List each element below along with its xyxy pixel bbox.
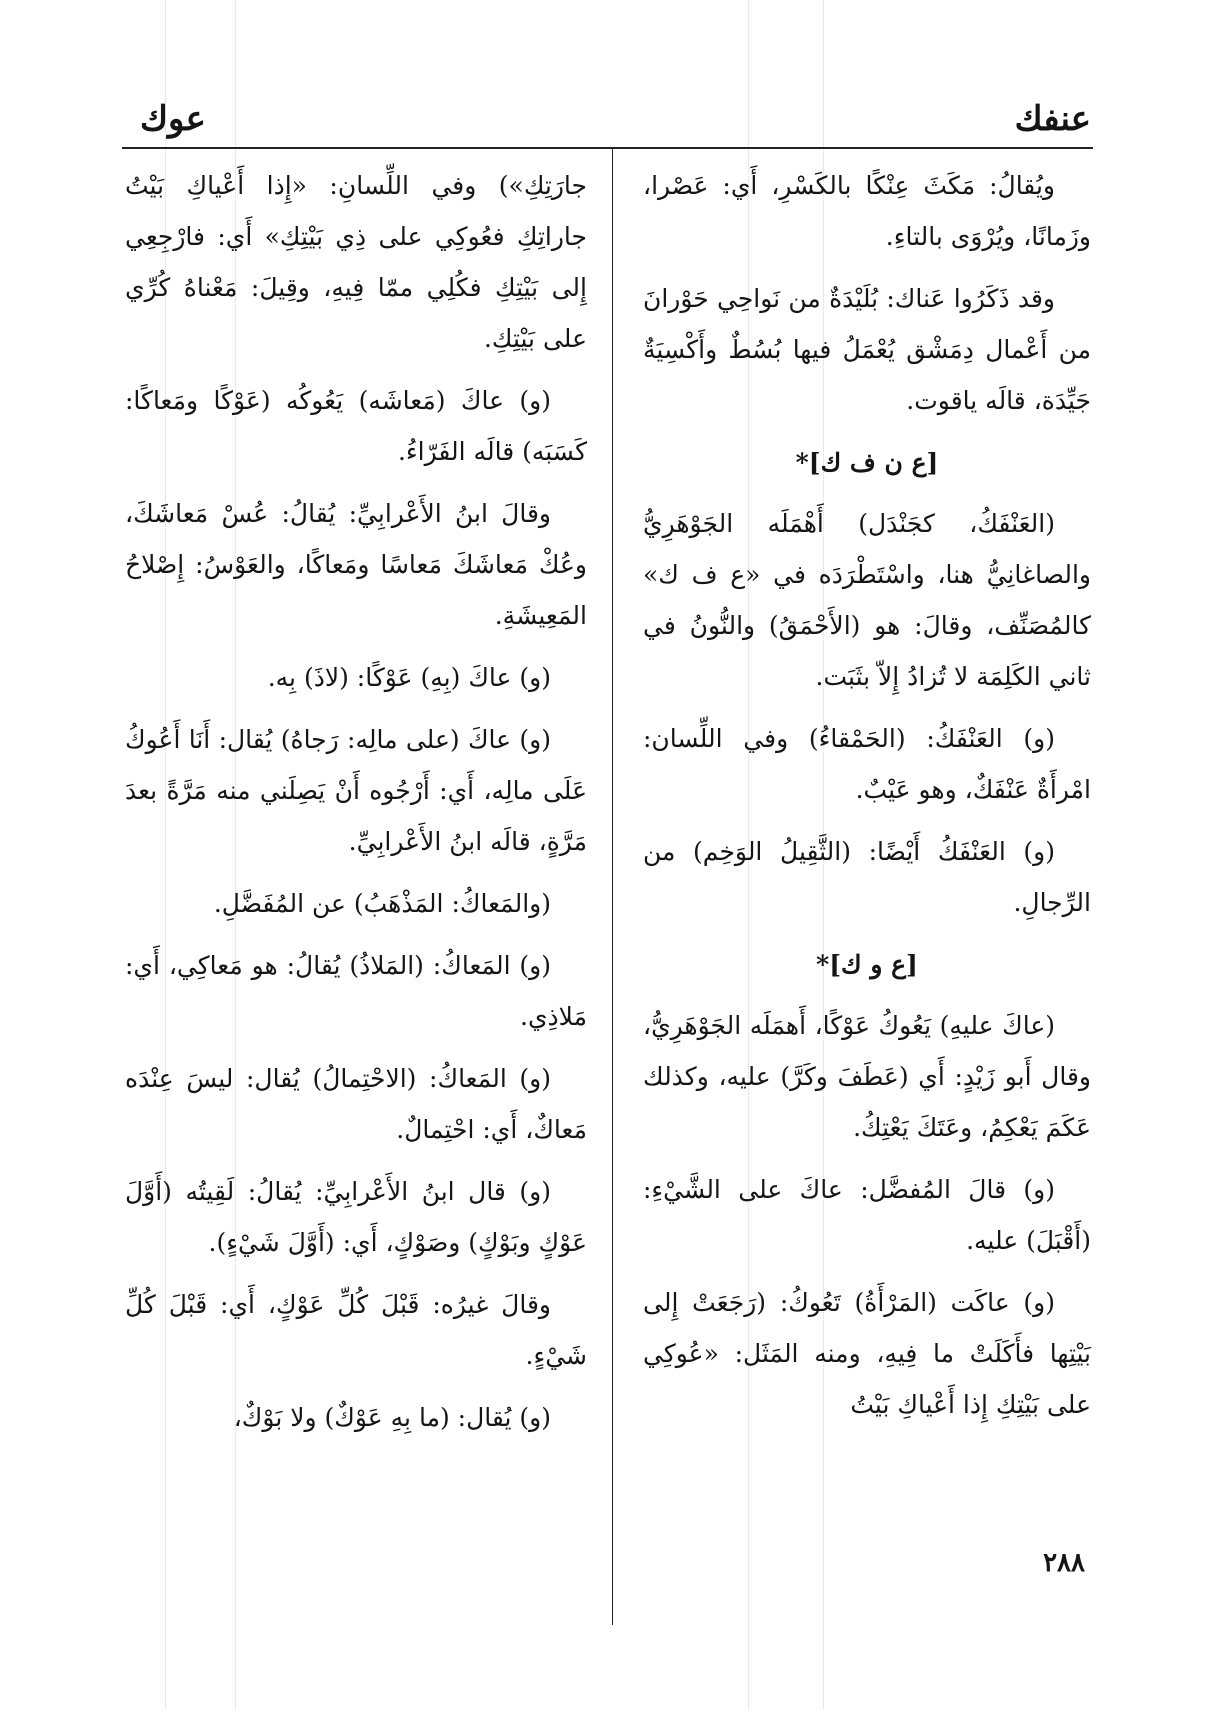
entry-paragraph: (و) عاكَ (بِهِ) عَوْكًا: (لاذَ) بِه. xyxy=(267,663,551,692)
entry-heading: [ع و ك]* xyxy=(816,950,918,979)
entry-paragraph: وقالَ ابنُ الأَعْرابِيِّ: يُقالُ: عُسْ مَعاشَكَ، وعُكْ مَعاشَكَ مَعاسًا ومَعاكًا، والعَوْسُ: إِصْلاحُ المَعِيشَةِ. xyxy=(125,499,587,630)
entry-paragraph: جارَتِكِ») وفي اللِّسانِ: «إِذا أَعْياكِ بَيْتُ جاراتِكِ فعُوكِي على ذِي بَيْتِكِ» أَي: فارْجِعِي إِلى بَيْتِكِ فكُلِي ممّا فِيهِ، وقِيلَ: مَعْناهُ كُرِّي على بَيْتِكِ. xyxy=(125,171,587,353)
header-rule xyxy=(122,147,1093,149)
right-column xyxy=(643,160,1091,1569)
entry-paragraph: (و) عاكَت (المَرْأَةُ) تَعُوكُ: (رَجَعَتْ إِلى بَيْتِها فأَكَلَتْ ما فِيهِ، ومنه المَثَل: «عُوكِي على بَيْتِكِ إِذا أَعْياكِ بَيْتُ xyxy=(643,1288,1091,1419)
entry-paragraph: (و) عاكَ (مَعاشَه) يَعُوكُه (عَوْكًا ومَعاكًا: كَسَبَه) قالَه الفَرّاءُ. xyxy=(125,386,587,466)
entry-paragraph: (والمَعاكُ: المَذْهَبُ) عن المُفَضَّلِ. xyxy=(213,889,551,918)
page-number: ٢٨٨ xyxy=(1043,1548,1085,1578)
column-divider xyxy=(612,148,613,1625)
entry-paragraph: (و) قالَ المُفضَّل: عاكَ على الشَّيْءِ: (أَقْبَلَ) عليه. xyxy=(643,1175,1091,1255)
entry-paragraph: ويُقالُ: مَكَثَ عِنْكًا بالكَسْرِ، أَي: عَصْرا، وزَمانًا، ويُرْوَى بالتاءِ. xyxy=(643,171,1091,251)
entry-paragraph: (و) المَعاكُ: (الاحْتِمالُ) يُقال: ليسَ عِنْدَه مَعاكٌ، أَي: احْتِمالٌ. xyxy=(125,1064,587,1144)
entry-paragraph: (و) قال ابنُ الأَعْرابِيِّ: يُقالُ: لَقِيتُه (أَوَّلَ عَوْكٍ وبَوْكٍ) وصَوْكٍ، أَي: (أَوَّلَ شَيْءٍ). xyxy=(125,1177,587,1257)
running-head-right: عنفك xyxy=(1014,99,1091,139)
entry-heading: [ع ن ف ك]* xyxy=(795,448,939,477)
entry-paragraph: (و) يُقال: (ما بِهِ عَوْكٌ) ولا بَوْكٌ، xyxy=(233,1403,551,1432)
entry-paragraph: (و) العَنْفَكُ: (الحَمْقاءُ) وفي اللِّسان: امْرأَةٌ عَنْفَكٌ، وهو عَيْبٌ. xyxy=(643,724,1091,804)
entry-paragraph: وقد ذَكَرُوا عَناك: بُلَيْدَةٌ من نَواحِي حَوْرانَ من أَعْمال دِمَشْق يُعْمَلُ فيها بُسُطٌ وأَكْسِيَةٌ جَيِّدَة، قالَه ياقوت. xyxy=(643,284,1091,415)
entry-paragraph: وقالَ غيرُه: قَبْلَ كُلِّ عَوْكٍ، أَي: قَبْلَ كُلِّ شَيْءٍ. xyxy=(125,1290,587,1370)
left-column xyxy=(125,160,587,1569)
entry-paragraph: (العَنْفَكُ، كجَنْدَل) أَهْمَلَه الجَوْهَرِيُّ والصاغانِيُّ هنا، واسْتَطْرَدَه في «ع ف ك» كالمُصَنِّف، وقالَ: هو (الأَحْمَقُ) والنُّونُ في ثاني الكَلِمَة لا تُزادُ إِلاّ بثَبَت. xyxy=(643,509,1091,691)
running-head-left: عوك xyxy=(140,99,206,139)
entry-paragraph: (و) عاكَ (على مالِه: رَجاهُ) يُقال: أَنَا أَعُوكُ عَلَى مالِه، أَي: أَرْجُوه أَنْ يَصِلَني منه مَرَّةً بعدَ مَرَّةٍ، قالَه ابنُ الأَعْرابِيِّ. xyxy=(125,725,587,856)
entry-paragraph: (و) المَعاكُ: (المَلاذُ) يُقالُ: هو مَعاكِي، أَي: مَلاذِي. xyxy=(125,951,587,1031)
entry-paragraph: (عاكَ عليهِ) يَعُوكُ عَوْكًا، أَهمَلَه الجَوْهَرِيُّ، وقال أَبو زَيْدٍ: أَي (عَطَفَ وكَرَّ) عليه، وكذلك عَكَمَ يَعْكِمُ، وعَتَكَ يَعْتِكُ. xyxy=(643,1011,1091,1142)
entry-paragraph: (و) العَنْفَكُ أَيْضًا: (الثَّقِيلُ الوَخِم) من الرِّجالِ. xyxy=(643,837,1091,917)
